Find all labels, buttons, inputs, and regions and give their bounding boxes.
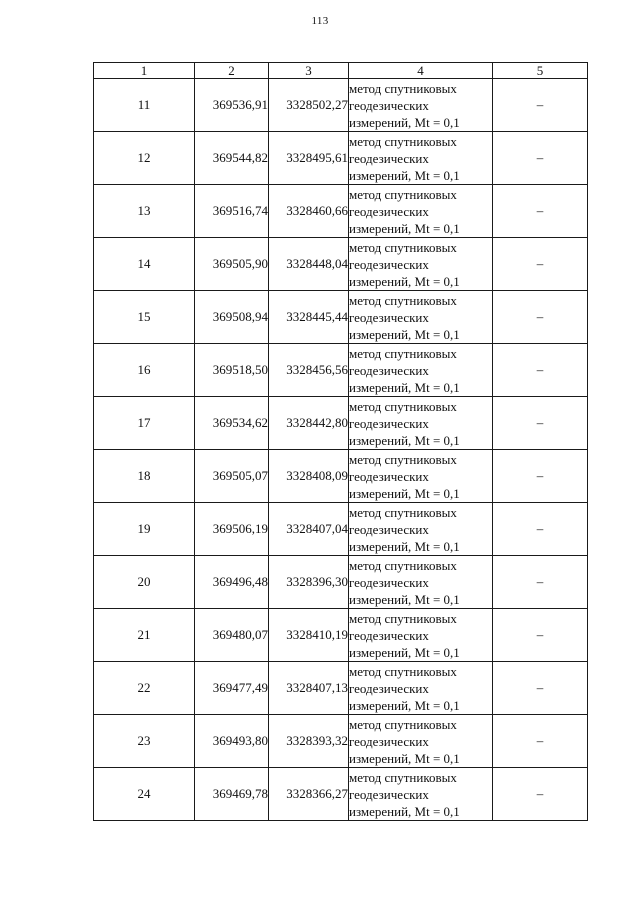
- method-line: измерений, Mt = 0,1: [349, 114, 460, 130]
- accuracy-cell: –: [493, 768, 588, 821]
- method-line: измерений, Mt = 0,1: [349, 220, 460, 236]
- accuracy-cell: –: [493, 79, 588, 132]
- method-line: метод спутниковых: [349, 504, 457, 520]
- method-line: метод спутниковых: [349, 398, 457, 414]
- accuracy-cell: –: [493, 662, 588, 715]
- method-line: измерений, Mt = 0,1: [349, 432, 460, 448]
- point-number-cell: 18: [94, 450, 195, 503]
- y-coordinate-cell: 3328410,19: [269, 609, 349, 662]
- accuracy-cell: –: [493, 556, 588, 609]
- table-row: [94, 503, 588, 556]
- y-coordinate-cell: 3328495,61: [269, 132, 349, 185]
- y-coordinate-cell: 3328396,30: [269, 556, 349, 609]
- coordinates-table: [93, 62, 588, 821]
- method-line: измерений, Mt = 0,1: [349, 697, 460, 713]
- method-cell: [349, 79, 493, 132]
- accuracy-cell: –: [493, 450, 588, 503]
- accuracy-cell: –: [493, 132, 588, 185]
- method-line: метод спутниковых: [349, 557, 457, 573]
- y-coordinate-cell: 3328460,66: [269, 185, 349, 238]
- table-row: [94, 397, 588, 450]
- y-coordinate-cell: 3328448,04: [269, 238, 349, 291]
- method-line: метод спутниковых: [349, 345, 457, 361]
- y-coordinate-cell: 3328442,80: [269, 397, 349, 450]
- method-line: метод спутниковых: [349, 716, 457, 732]
- table-row: [94, 662, 588, 715]
- point-number-cell: 20: [94, 556, 195, 609]
- method-line: геодезических: [349, 627, 429, 643]
- method-cell: [349, 185, 493, 238]
- method-line: метод спутниковых: [349, 610, 457, 626]
- x-coordinate-cell: 369496,48: [195, 556, 269, 609]
- method-cell: [349, 132, 493, 185]
- table-row: [94, 185, 588, 238]
- accuracy-cell: –: [493, 238, 588, 291]
- method-line: геодезических: [349, 574, 429, 590]
- accuracy-cell: –: [493, 344, 588, 397]
- x-coordinate-cell: 369534,62: [195, 397, 269, 450]
- column-header-3: 3: [269, 63, 349, 79]
- x-coordinate-cell: 369536,91: [195, 79, 269, 132]
- method-line: метод спутниковых: [349, 186, 457, 202]
- point-number-cell: 16: [94, 344, 195, 397]
- x-coordinate-cell: 369480,07: [195, 609, 269, 662]
- method-line: геодезических: [349, 203, 429, 219]
- point-number-cell: 21: [94, 609, 195, 662]
- column-header-1: 1: [94, 63, 195, 79]
- column-header-4: 4: [349, 63, 493, 79]
- method-line: измерений, Mt = 0,1: [349, 750, 460, 766]
- method-line: метод спутниковых: [349, 133, 457, 149]
- x-coordinate-cell: 369493,80: [195, 715, 269, 768]
- x-coordinate-cell: 369544,82: [195, 132, 269, 185]
- point-number-cell: 24: [94, 768, 195, 821]
- method-line: геодезических: [349, 680, 429, 696]
- method-line: измерений, Mt = 0,1: [349, 538, 460, 554]
- method-line: геодезических: [349, 97, 429, 113]
- method-line: измерений, Mt = 0,1: [349, 379, 460, 395]
- method-line: метод спутниковых: [349, 80, 457, 96]
- method-line: геодезических: [349, 256, 429, 272]
- method-line: измерений, Mt = 0,1: [349, 326, 460, 342]
- method-line: измерений, Mt = 0,1: [349, 591, 460, 607]
- x-coordinate-cell: 369518,50: [195, 344, 269, 397]
- point-number-cell: 23: [94, 715, 195, 768]
- method-line: метод спутниковых: [349, 292, 457, 308]
- x-coordinate-cell: 369505,90: [195, 238, 269, 291]
- method-line: измерений, Mt = 0,1: [349, 485, 460, 501]
- x-coordinate-cell: 369508,94: [195, 291, 269, 344]
- method-cell: [349, 397, 493, 450]
- x-coordinate-cell: 369469,78: [195, 768, 269, 821]
- x-coordinate-cell: 369506,19: [195, 503, 269, 556]
- y-coordinate-cell: 3328408,09: [269, 450, 349, 503]
- y-coordinate-cell: 3328502,27: [269, 79, 349, 132]
- accuracy-cell: –: [493, 609, 588, 662]
- method-line: измерений, Mt = 0,1: [349, 644, 460, 660]
- table-row: [94, 609, 588, 662]
- table-row: [94, 344, 588, 397]
- point-number-cell: 19: [94, 503, 195, 556]
- y-coordinate-cell: 3328456,56: [269, 344, 349, 397]
- table-row: [94, 768, 588, 821]
- y-coordinate-cell: 3328445,44: [269, 291, 349, 344]
- point-number-cell: 13: [94, 185, 195, 238]
- point-number-cell: 17: [94, 397, 195, 450]
- table-row: [94, 556, 588, 609]
- method-cell: [349, 556, 493, 609]
- x-coordinate-cell: 369516,74: [195, 185, 269, 238]
- column-header-5: 5: [493, 63, 588, 79]
- method-cell: [349, 662, 493, 715]
- table-row: [94, 291, 588, 344]
- y-coordinate-cell: 3328407,04: [269, 503, 349, 556]
- method-line: метод спутниковых: [349, 769, 457, 785]
- method-cell: [349, 291, 493, 344]
- x-coordinate-cell: 369477,49: [195, 662, 269, 715]
- accuracy-cell: –: [493, 503, 588, 556]
- method-line: геодезических: [349, 733, 429, 749]
- method-line: геодезических: [349, 521, 429, 537]
- point-number-cell: 12: [94, 132, 195, 185]
- y-coordinate-cell: 3328393,32: [269, 715, 349, 768]
- method-cell: [349, 715, 493, 768]
- column-header-2: 2: [195, 63, 269, 79]
- method-line: геодезических: [349, 786, 429, 802]
- method-line: геодезических: [349, 415, 429, 431]
- x-coordinate-cell: 369505,07: [195, 450, 269, 503]
- table-body: [94, 79, 588, 821]
- method-cell: [349, 238, 493, 291]
- method-line: измерений, Mt = 0,1: [349, 167, 460, 183]
- point-number-cell: 22: [94, 662, 195, 715]
- method-line: геодезических: [349, 150, 429, 166]
- method-line: метод спутниковых: [349, 663, 457, 679]
- method-line: метод спутниковых: [349, 451, 457, 467]
- method-cell: [349, 609, 493, 662]
- point-number-cell: 14: [94, 238, 195, 291]
- table-row: [94, 132, 588, 185]
- table-row: [94, 238, 588, 291]
- y-coordinate-cell: 3328366,27: [269, 768, 349, 821]
- method-line: измерений, Mt = 0,1: [349, 803, 460, 819]
- accuracy-cell: –: [493, 291, 588, 344]
- point-number-cell: 11: [94, 79, 195, 132]
- method-line: геодезических: [349, 362, 429, 378]
- method-line: метод спутниковых: [349, 239, 457, 255]
- table-row: [94, 79, 588, 132]
- method-cell: [349, 768, 493, 821]
- y-coordinate-cell: 3328407,13: [269, 662, 349, 715]
- method-line: измерений, Mt = 0,1: [349, 273, 460, 289]
- table-header-row: [94, 63, 588, 79]
- method-cell: [349, 450, 493, 503]
- accuracy-cell: –: [493, 715, 588, 768]
- accuracy-cell: –: [493, 185, 588, 238]
- page-number: 113: [311, 15, 329, 27]
- method-line: геодезических: [349, 468, 429, 484]
- method-cell: [349, 503, 493, 556]
- table-row: [94, 450, 588, 503]
- accuracy-cell: –: [493, 397, 588, 450]
- method-cell: [349, 344, 493, 397]
- point-number-cell: 15: [94, 291, 195, 344]
- method-line: геодезических: [349, 309, 429, 325]
- table-row: [94, 715, 588, 768]
